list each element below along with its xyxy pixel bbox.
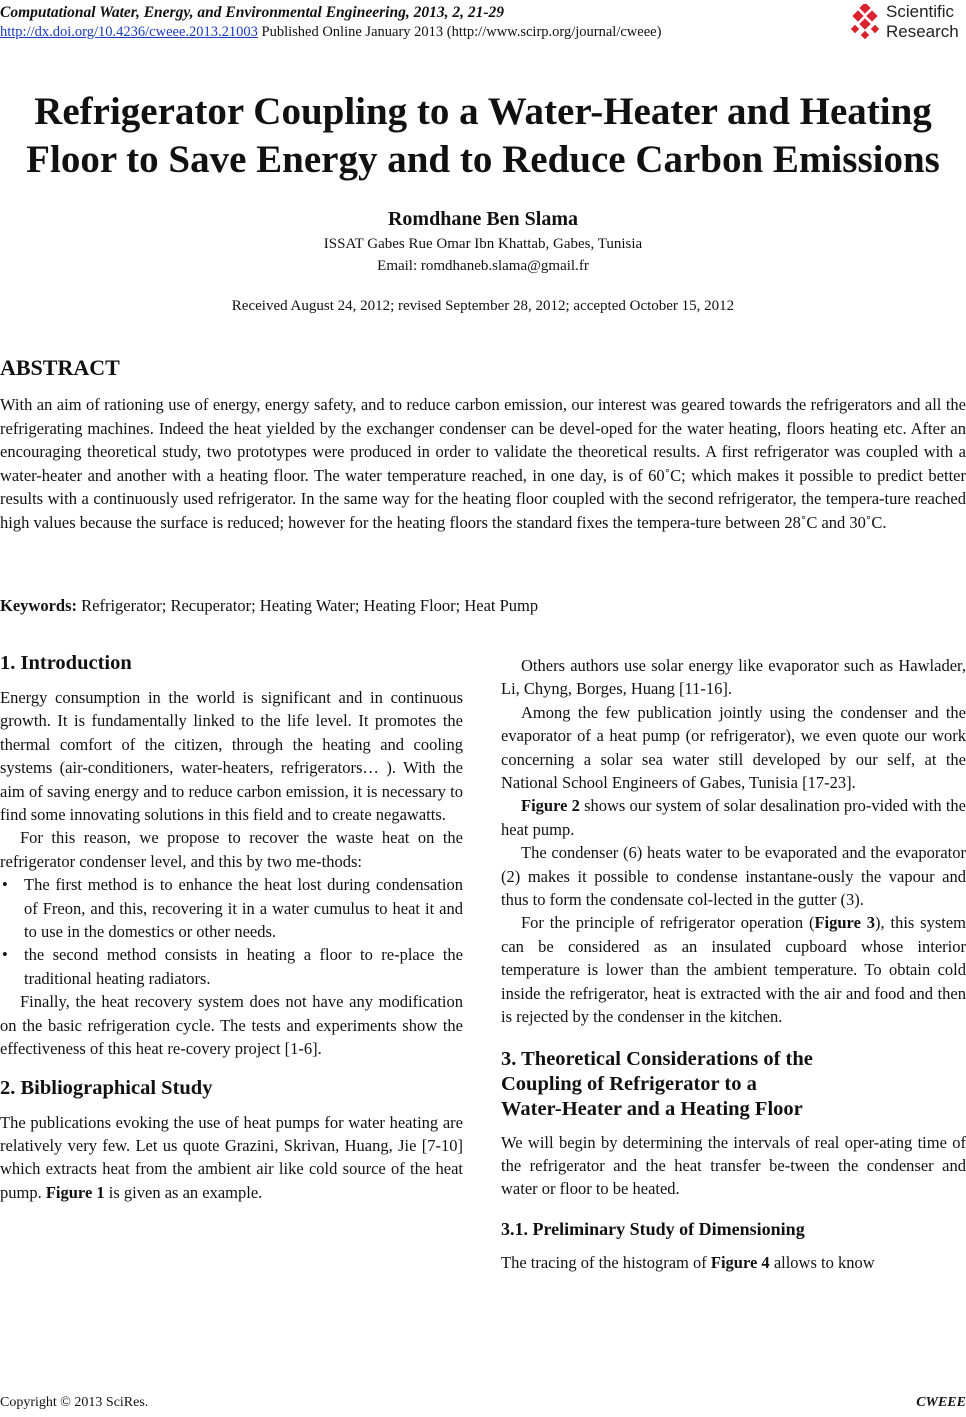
logo-text-line2: Research xyxy=(886,22,959,41)
logo-text-line1: Scientific xyxy=(886,2,955,21)
text-run: is given as an example. xyxy=(104,1182,263,1202)
text-run: The publications evoking the use of heat pumps for water heating are relatively very few. Let us quote Grazini, Skrivan, Huang, Jie [7-10] which extracts heat from the ambient air like cold source of the heat pump. xyxy=(0,1112,463,1202)
text-run: allows to know xyxy=(769,1252,875,1272)
keywords-label: Keywords: xyxy=(0,596,77,615)
left-column xyxy=(0,650,463,1204)
section-3-1-heading: 3.1. Preliminary Study of Dimensioning xyxy=(501,1218,805,1239)
intro-paragraph-1: Energy consumption in the world is significant and in continuous growth. It is fundamentally linked to the life level. It promotes the thermal comfort of the citizen, through the heating and cooling systems (air-conditioners, water-heaters, refrigerators… ). With the aim of saving energy and to reduce carbon emission, it is necessary to find some innovating solutions in this field and to create negawatts. xyxy=(0,688,463,825)
journal-citation: Computational Water, Energy, and Environmental Engineering, 2013, 2, 21-29 xyxy=(0,4,504,21)
bibliography-paragraph-3: Among the few publication jointly using the condenser and the evaporator of a heat pump (or refrigerator), we even quote our work concerning a solar sea water still developed by our self, at the National School Engineers of Gabes, Tunisia [17-23]. xyxy=(501,702,966,793)
list-item xyxy=(2,943,463,990)
bullet-icon: • xyxy=(2,945,8,965)
figure-3-reference: Figure 3 xyxy=(814,913,876,933)
bibliography-paragraph-1 xyxy=(0,1111,463,1205)
title-line-2: Floor to Save Energy and to Reduce Carbon Emissions xyxy=(26,138,940,181)
list-item-text: the second method consists in heating a floor to re-place the traditional heating radiators. xyxy=(24,945,463,988)
bullet-icon: • xyxy=(2,875,8,895)
received-dates: Received August 24, 2012; revised September 28, 2012; accepted October 15, 2012 xyxy=(231,298,735,314)
figure-2-reference: Figure 2 xyxy=(521,796,580,816)
bibliography-paragraph-2: Others authors use solar energy like evaporator such as Hawlader, Li, Chyng, Borges, Huang [11-16]. xyxy=(501,656,966,699)
paper-title xyxy=(0,88,966,184)
logo-mark-icon xyxy=(850,4,882,44)
text-run: ), this system can be considered as an insulated cupboard whose interior temperature is lower than the ambient temperature. To obtain cold inside the refrigerator, heat is extracted with the air and food and then is rejected by the condenser in the kitchen. xyxy=(501,913,966,1027)
right-column xyxy=(501,654,966,1274)
figure-4-reference: Figure 4 xyxy=(710,1252,770,1272)
section-3-1-paragraph xyxy=(501,1251,966,1274)
bibliography-paragraph-6 xyxy=(501,911,966,1028)
abstract-text: With an aim of rationing use of energy, energy safety, and to reduce carbon emission, our interest was geared towards the refrigerators and all the refrigerating machines. Indeed the heat yielded by the exchanger condenser can be devel-oped for the water heating, floors heating etc. After an encouraging theoretical study, two prototypes were produced in order to validate the theoretical results. A first refrigerator was coupled with a water-heater and another with a heating floor. The water temperature reached, in one day, is of 60˚C; which makes it possible to predict better results with a continuously used refrigerator. In the same way for the heating floor coupled with the second refrigerator, the tempera-ture reached high values because the surface is reduced; however for the heating floors the standard fixes the tempera-ture between 28˚C and 30˚C. xyxy=(0,395,966,532)
section-3-paragraph: We will begin by determining the intervals of real oper-ating time of the refrigerator and the heat transfer be-tween the condenser and water or floor to be heated. xyxy=(501,1132,966,1199)
scientific-research-logo xyxy=(850,2,966,46)
methods-list xyxy=(0,873,463,990)
heading-line: Coupling of Refrigerator to a xyxy=(501,1072,757,1095)
figure-1-reference: Figure 1 xyxy=(45,1182,105,1202)
bibliography-paragraph-5: The condenser (6) heats water to be evaporated and the evaporator (2) makes it possible to condense instantane-ously the vapour and thus to form the condensate col-lected in the gutter (3). xyxy=(501,843,966,910)
footer-copyright: Copyright © 2013 SciRes. xyxy=(0,1395,149,1410)
abstract-heading: ABSTRACT xyxy=(0,355,120,380)
author-name: Romdhane Ben Slama xyxy=(387,208,579,230)
doi-link[interactable]: http://dx.doi.org/10.4236/cweee.2013.21003 xyxy=(0,24,258,40)
text-run: For the principle of refrigerator operation ( xyxy=(521,913,815,933)
intro-paragraph-3: Finally, the heat recovery system does not have any modification on the basic refrigeration cycle. The tests and experiments show the effectiveness of this heat re-covery project [1-6]. xyxy=(0,992,463,1059)
keywords-list: Refrigerator; Recuperator; Heating Water; Heating Floor; Heat Pump xyxy=(77,596,539,615)
heading-line: Water-Heater and a Heating Floor xyxy=(501,1097,803,1120)
footer-journal: CWEEE xyxy=(916,1395,966,1410)
published-info: Published Online January 2013 (http://www.scirp.org/journal/cweee) xyxy=(257,24,662,40)
list-item-text: The first method is to enhance the heat lost during condensation of Freon, and this, recovering it in a water cumulus to heat it and to use in the domestics or other needs. xyxy=(24,875,463,942)
heading-line: 3. Theoretical Considerations of the xyxy=(501,1047,813,1070)
title-line-1: Refrigerator Coupling to a Water-Heater and Heating xyxy=(34,90,932,133)
doi-line xyxy=(0,24,661,41)
page-header xyxy=(0,0,966,56)
bibliography-paragraph-4 xyxy=(501,794,966,841)
author-affiliation: ISSAT Gabes Rue Omar Ibn Khattab, Gabes, Tunisia xyxy=(323,236,643,252)
section-2-heading: 2. Bibliographical Study xyxy=(0,1076,213,1099)
section-3-heading xyxy=(501,1047,966,1122)
author-email: Email: romdhaneb.slama@gmail.fr xyxy=(377,258,589,274)
text-run: shows our system of solar desalination pro-vided with the heat pump. xyxy=(501,796,966,839)
section-1-heading: 1. Introduction xyxy=(0,652,132,674)
text-run: The tracing of the histogram of xyxy=(501,1252,711,1272)
list-item xyxy=(2,873,463,943)
intro-paragraph-2: For this reason, we propose to recover the waste heat on the refrigerator condenser level, and this by two me-thods: xyxy=(0,828,463,871)
keywords xyxy=(0,596,538,616)
